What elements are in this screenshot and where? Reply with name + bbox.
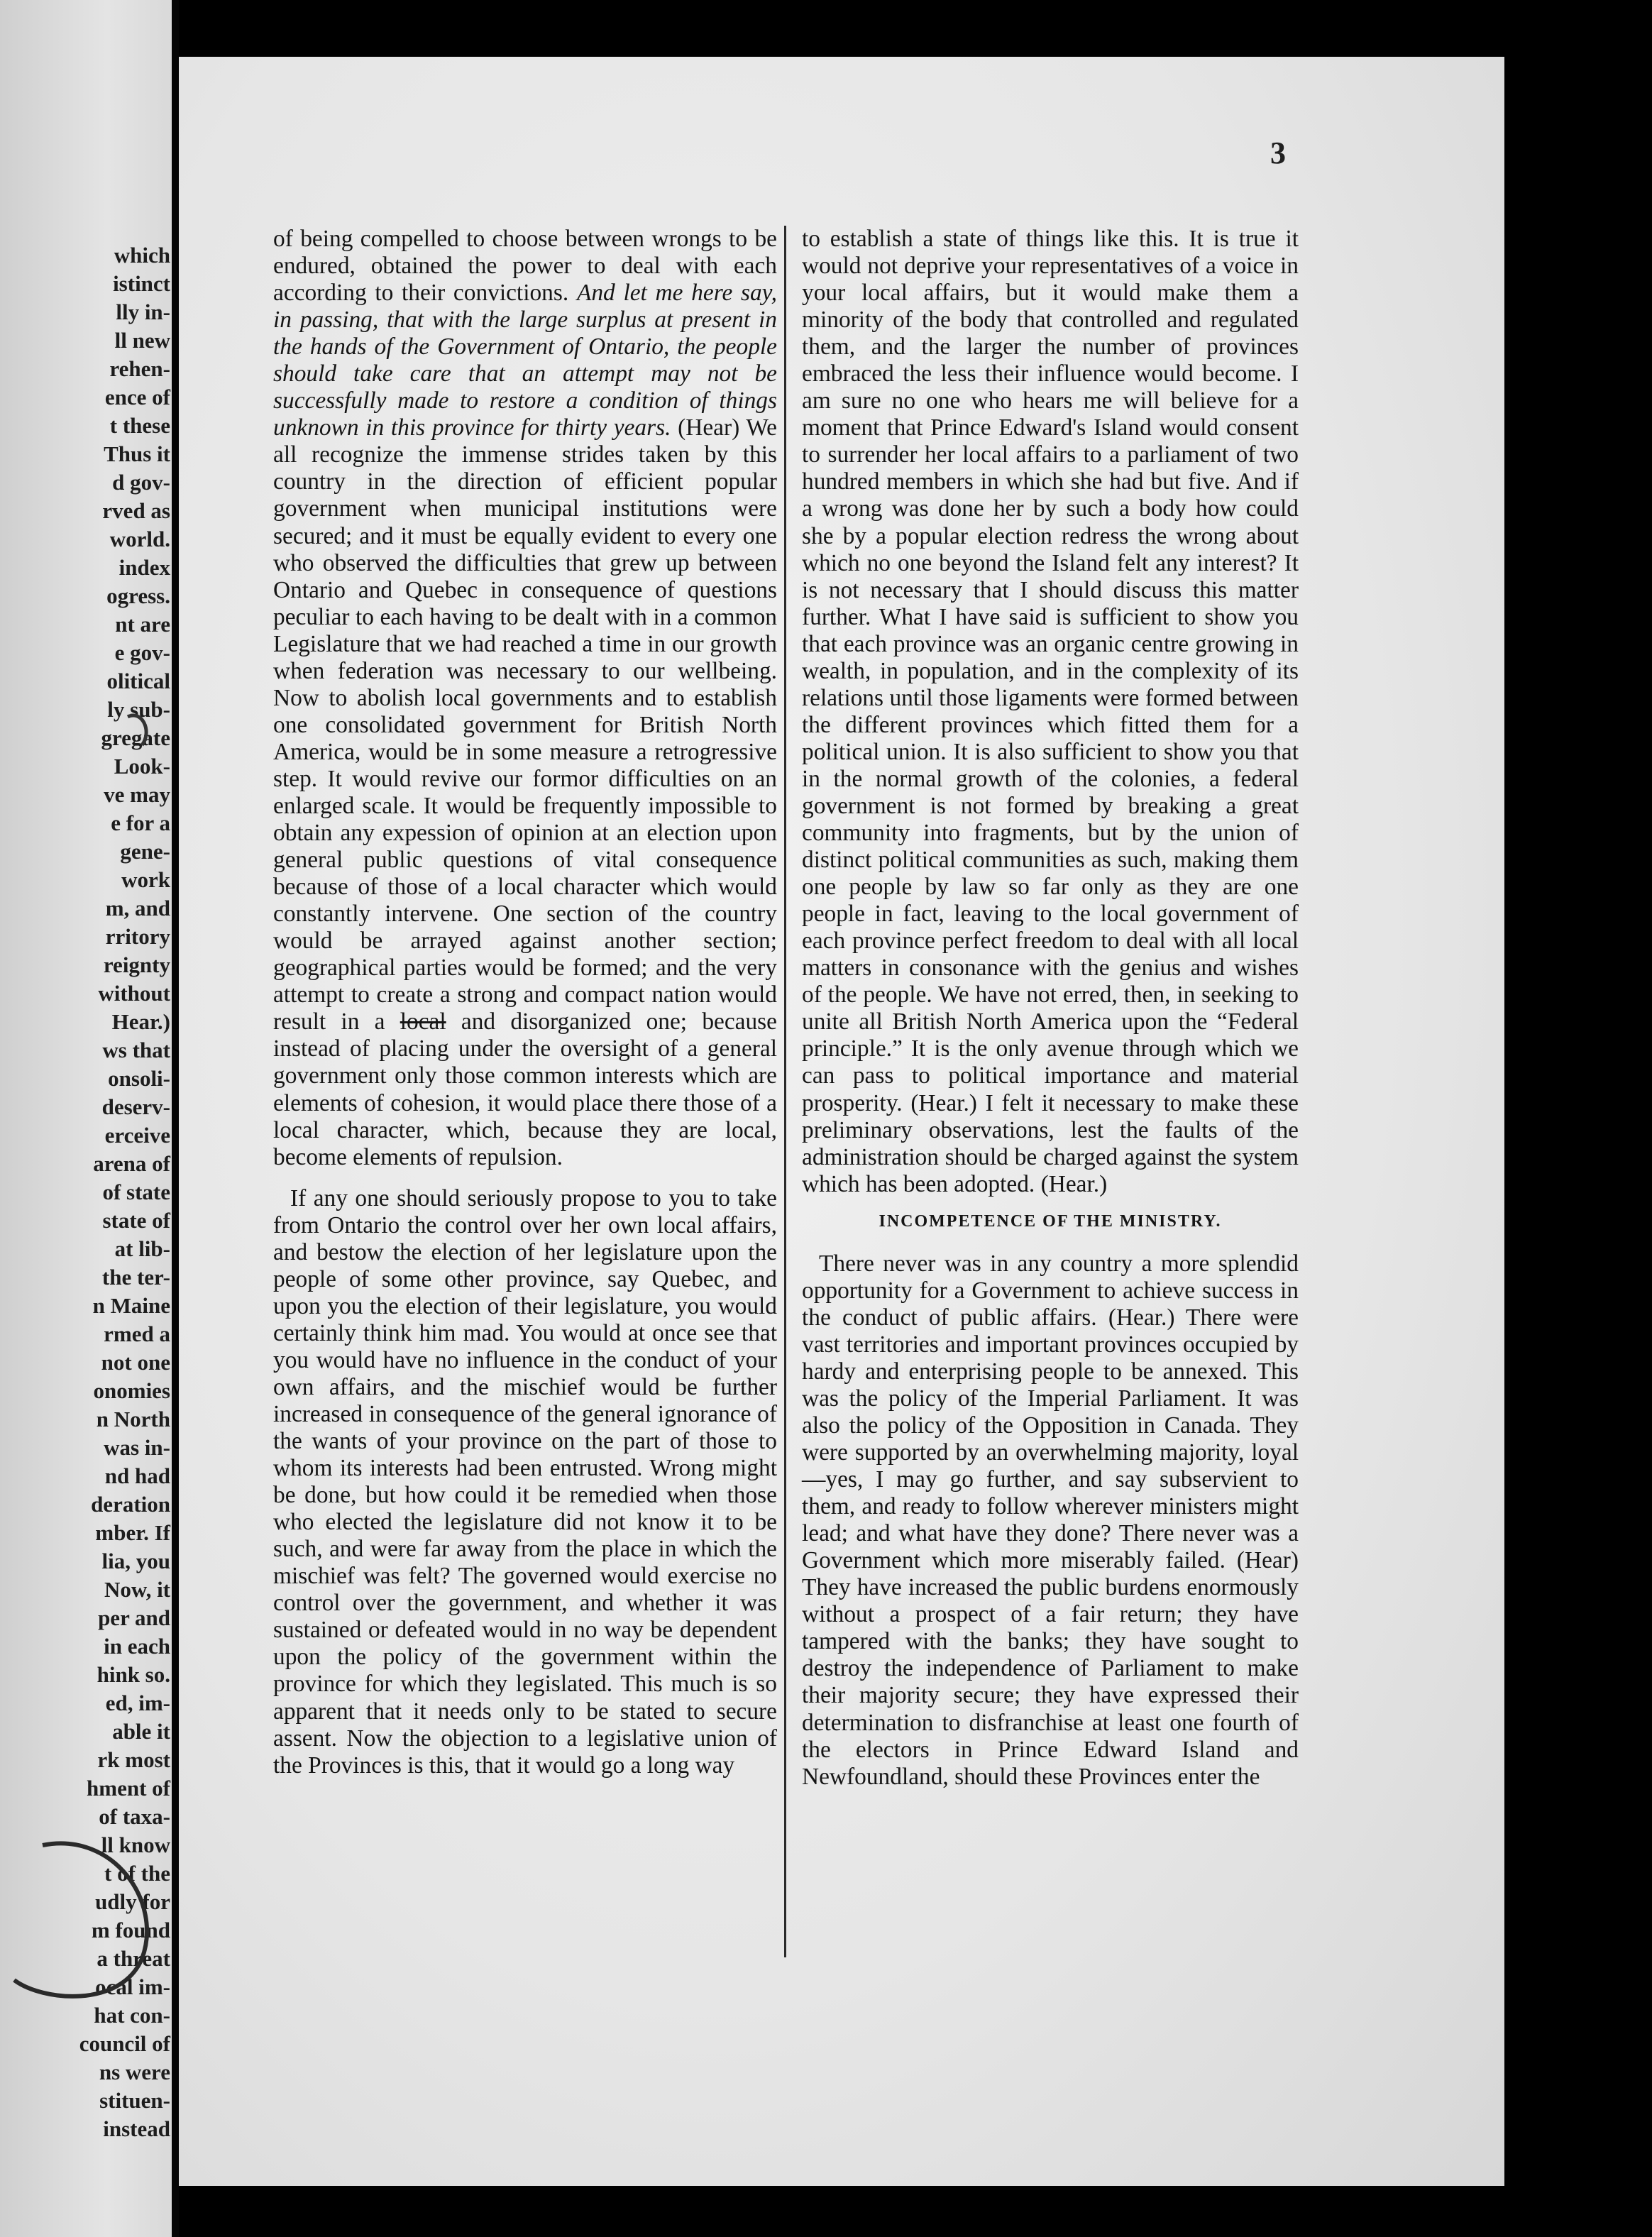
fragment-line: Thus it <box>104 441 170 466</box>
fragment-line: deserv- <box>101 1094 170 1119</box>
fragment-line: onsoli- <box>108 1066 170 1091</box>
fragment-line: was in- <box>104 1435 170 1460</box>
fragment-line: in each <box>104 1634 170 1659</box>
fragment-line: d gov- <box>112 470 170 495</box>
fragment-line: hat con- <box>94 2003 170 2028</box>
fragment-line: able it <box>112 1719 170 1744</box>
fragment-line: at lib- <box>114 1236 170 1261</box>
fragment-line: m found <box>91 1918 170 1942</box>
fragment-line: onomies <box>93 1378 170 1403</box>
fragment-line: rved as <box>102 498 170 523</box>
fragment-line: per and <box>98 1605 170 1630</box>
fragment-line: stituen- <box>99 2088 170 2113</box>
paragraph: There never was in any country a more splendid opportunity for a Government to achieve success in the conduct of public affairs. (Hear.) There were vast territories and important provinces occupied by hardy and enterprising people to be annexed. This was the policy of the Imperial Parliament. It was also the policy of the Opposition in Canada. They were supported by an overwhelming majority, loyal—yes, I may go further, and say subservient to them, and ready to follow wherever ministers might lead; and what have they done? There never was a Government which more miserably failed. (Hear) They have increased the public burdens enormously without a prospect of a fair return; they have tampered with the banks; they have sought to destroy the independence of Parliament to make their majority secure; they have expressed their determination to disfranchise at least one fourth of the electors in Prince Edward Island and Newfoundland, should these Provinces enter the <box>802 1250 1299 1790</box>
paragraph-text: and disorganized one; because instead of placing under the oversight of a general government only those common interests which are elements of cohesion, it would place there those of a local character, which, because they are local, become elements of repulsion. <box>273 1008 777 1170</box>
fragment-line: udly for <box>95 1889 170 1914</box>
fragment-line: of state <box>102 1180 170 1204</box>
fragment-line: m, and <box>105 896 170 920</box>
fragment-line: state of <box>102 1208 170 1233</box>
fragment-line: ed, im- <box>105 1691 170 1715</box>
fragment-line: ly sub- <box>107 697 170 722</box>
fragment-line: Look- <box>114 754 170 779</box>
fragment-line: not one <box>101 1350 170 1375</box>
fragment-line: ve may <box>104 782 170 807</box>
fragment-line: rehen- <box>109 356 170 381</box>
fragment-line: e gov- <box>114 640 170 665</box>
fragment-line: gregate <box>101 725 170 750</box>
fragment-line: olitical <box>106 669 170 693</box>
fragment-line: deration <box>91 1492 170 1517</box>
paragraph <box>273 226 777 1171</box>
page-number: 3 <box>1270 136 1286 170</box>
fragment-line: council of <box>79 2031 170 2056</box>
fragment-line: t of the <box>104 1861 170 1886</box>
text-column-left <box>273 226 777 1779</box>
fragment-line: hment of <box>87 1776 170 1801</box>
paragraph-text: (Hear) We all recognize the immense strides taken by this country in the direction of efficient popular government when municipal institutions were secured; and it must be equally evident to every one who observed the difficulties that grew up between Ontario and Quebec in consequence of questions peculiar to each having to be dealt with in a common Legislature that we had reached a time in our growth when federation was necessary to our wellbeing. Now to abolish local governments and to establish one consolidated government for British North America, would be in some measure a retrogressive step. It would revive our formor difficulties on an enlarged scale. It would be frequently impossible to obtain any expession of opinion at an election upon general public questions of vital consequence because of those of a local character which would constantly intervene. One section of the country would be arrayed against another section; geographical parties would be formed; and the very attempt to create a strong and compact nation would result in a <box>273 414 777 1035</box>
text-column-right <box>802 226 1299 1791</box>
fragment-line: ogress. <box>106 583 170 608</box>
fragment-line: a threat <box>97 1946 170 1971</box>
fragment-line: nd had <box>104 1463 170 1488</box>
fragment-line: n Maine <box>92 1293 170 1318</box>
fragment-line: rmed a <box>104 1321 170 1346</box>
fragment-line: ns were <box>99 2060 170 2084</box>
fragment-line: work <box>121 867 170 892</box>
facing-page-fragment <box>0 0 177 2237</box>
section-heading: INCOMPETENCE OF THE MINISTRY. <box>879 1211 1222 1231</box>
fragment-line: nt are <box>115 612 170 637</box>
page-gutter <box>172 0 179 2237</box>
fragment-line: reignty <box>103 952 170 977</box>
fragment-line: mber. If <box>95 1520 170 1545</box>
fragment-line: lly in- <box>116 299 170 324</box>
fragment-line: of taxa- <box>99 1804 170 1829</box>
paragraph: to establish a state of things like this. It is true it would not deprive your representatives of a voice in your local affairs, but it would make them a minority of the body that controlled and regulated them, and the larger the number of provinces embraced the less their influence would become. I am sure no one who hears me will believe for a moment that Prince Edward's Island would consent to surrender her local affairs to a parliament of two hundred members in which she had but five. And if a wrong was done her by such a body how could she by a popular election redress the wrong about which no one beyond the Island felt any interest? It is not necessary that I should discuss this matter further. What I have said is sufficient to show you that each province was an organic centre growing in wealth, in population, and in the complexity of its relations until those ligaments were formed between the different provinces which fitted them for a political union. It is also sufficient to show you that in the normal growth of the colonies, a federal government is not formed by breaking a great community into fragments, but by the union of distinct political communities as such, making them one people by law so far only as they are one people in fact, leaving to the local government of each province perfect freedom to deal with all local matters in consonance with the genius and wishes of the people. We have not erred, then, in seeking to unite all British North America upon the “Federal principle.” It is the only avenue through which we can pass to political importance and material prosperity. (Hear.) I felt it necessary to make these preliminary observations, lest the faults of the administration should be charged against the system which has been adopted. (Hear.) <box>802 226 1299 1197</box>
fragment-line: t these <box>109 413 170 438</box>
handwritten-marks <box>0 0 177 2237</box>
paragraph-text: of being compelled to choose between wrongs to be endured, obtained the power to deal with each according to their convictions. <box>273 226 777 307</box>
fragment-line: instead <box>103 2116 170 2141</box>
fragment-line: ws that <box>102 1038 170 1062</box>
italic-passage: And let me here say, in passing, that with the large surplus at present in the hands of the Government of Ontario, the people should take care that an attempt may not be successfully made to restore a condition of things unknown in this province for thirty years. <box>273 280 777 441</box>
fragment-line: Now, it <box>104 1577 170 1602</box>
fragment-line: which <box>114 243 170 268</box>
fragment-line: ll new <box>114 328 170 353</box>
fragment-line: rritory <box>105 924 170 949</box>
struck-word: local <box>400 1008 446 1035</box>
fragment-line: hink so. <box>97 1662 170 1687</box>
fragment-line: ence of <box>104 385 170 410</box>
fragment-line: n North <box>96 1407 170 1431</box>
fragment-line: world. <box>109 527 170 551</box>
fragment-line: gene- <box>120 839 170 864</box>
fragment-line: the ter- <box>101 1265 170 1290</box>
fragment-line: arena of <box>93 1151 170 1176</box>
fragment-line: rk most <box>97 1747 170 1772</box>
fragment-line: Hear.) <box>111 1009 170 1034</box>
fragment-line: lia, you <box>101 1549 170 1573</box>
fragment-line: istinct <box>113 271 170 296</box>
paragraph: If any one should seriously propose to you to take from Ontario the control over her own local affairs, and bestow the election of her legislature upon the people of some other province, say Quebec, and upon you the election of their legislature, you would certainly think him mad. You would at once see that you would have no influence in the conduct of your own affairs, and the mischief would be further increased in consequence of the general ignorance of the wants of your province on the part of those to whom its interests had been entrusted. Wrong might be done, but how could it be remedied when those who elected the legislature did not know it to be such, and were far away from the place in which the mischief was felt? The governed would exercise no control over the government, and whether it was sustained or defeated would in no way be dependent upon the policy of the government within the province for which they legislated. This much is so apparent that it needs only to be stated to secure assent. Now the objection to a legislative union of the Provinces is this, that it would go a long way <box>273 1185 777 1779</box>
fragment-line: e for a <box>111 810 170 835</box>
fragment-line: ll know <box>101 1832 170 1857</box>
fragment-line: index <box>119 555 170 580</box>
fragment-line: without <box>98 981 170 1006</box>
column-divider <box>784 226 786 1957</box>
fragment-line: ocal im- <box>95 1974 170 1999</box>
fragment-line: erceive <box>104 1123 170 1148</box>
